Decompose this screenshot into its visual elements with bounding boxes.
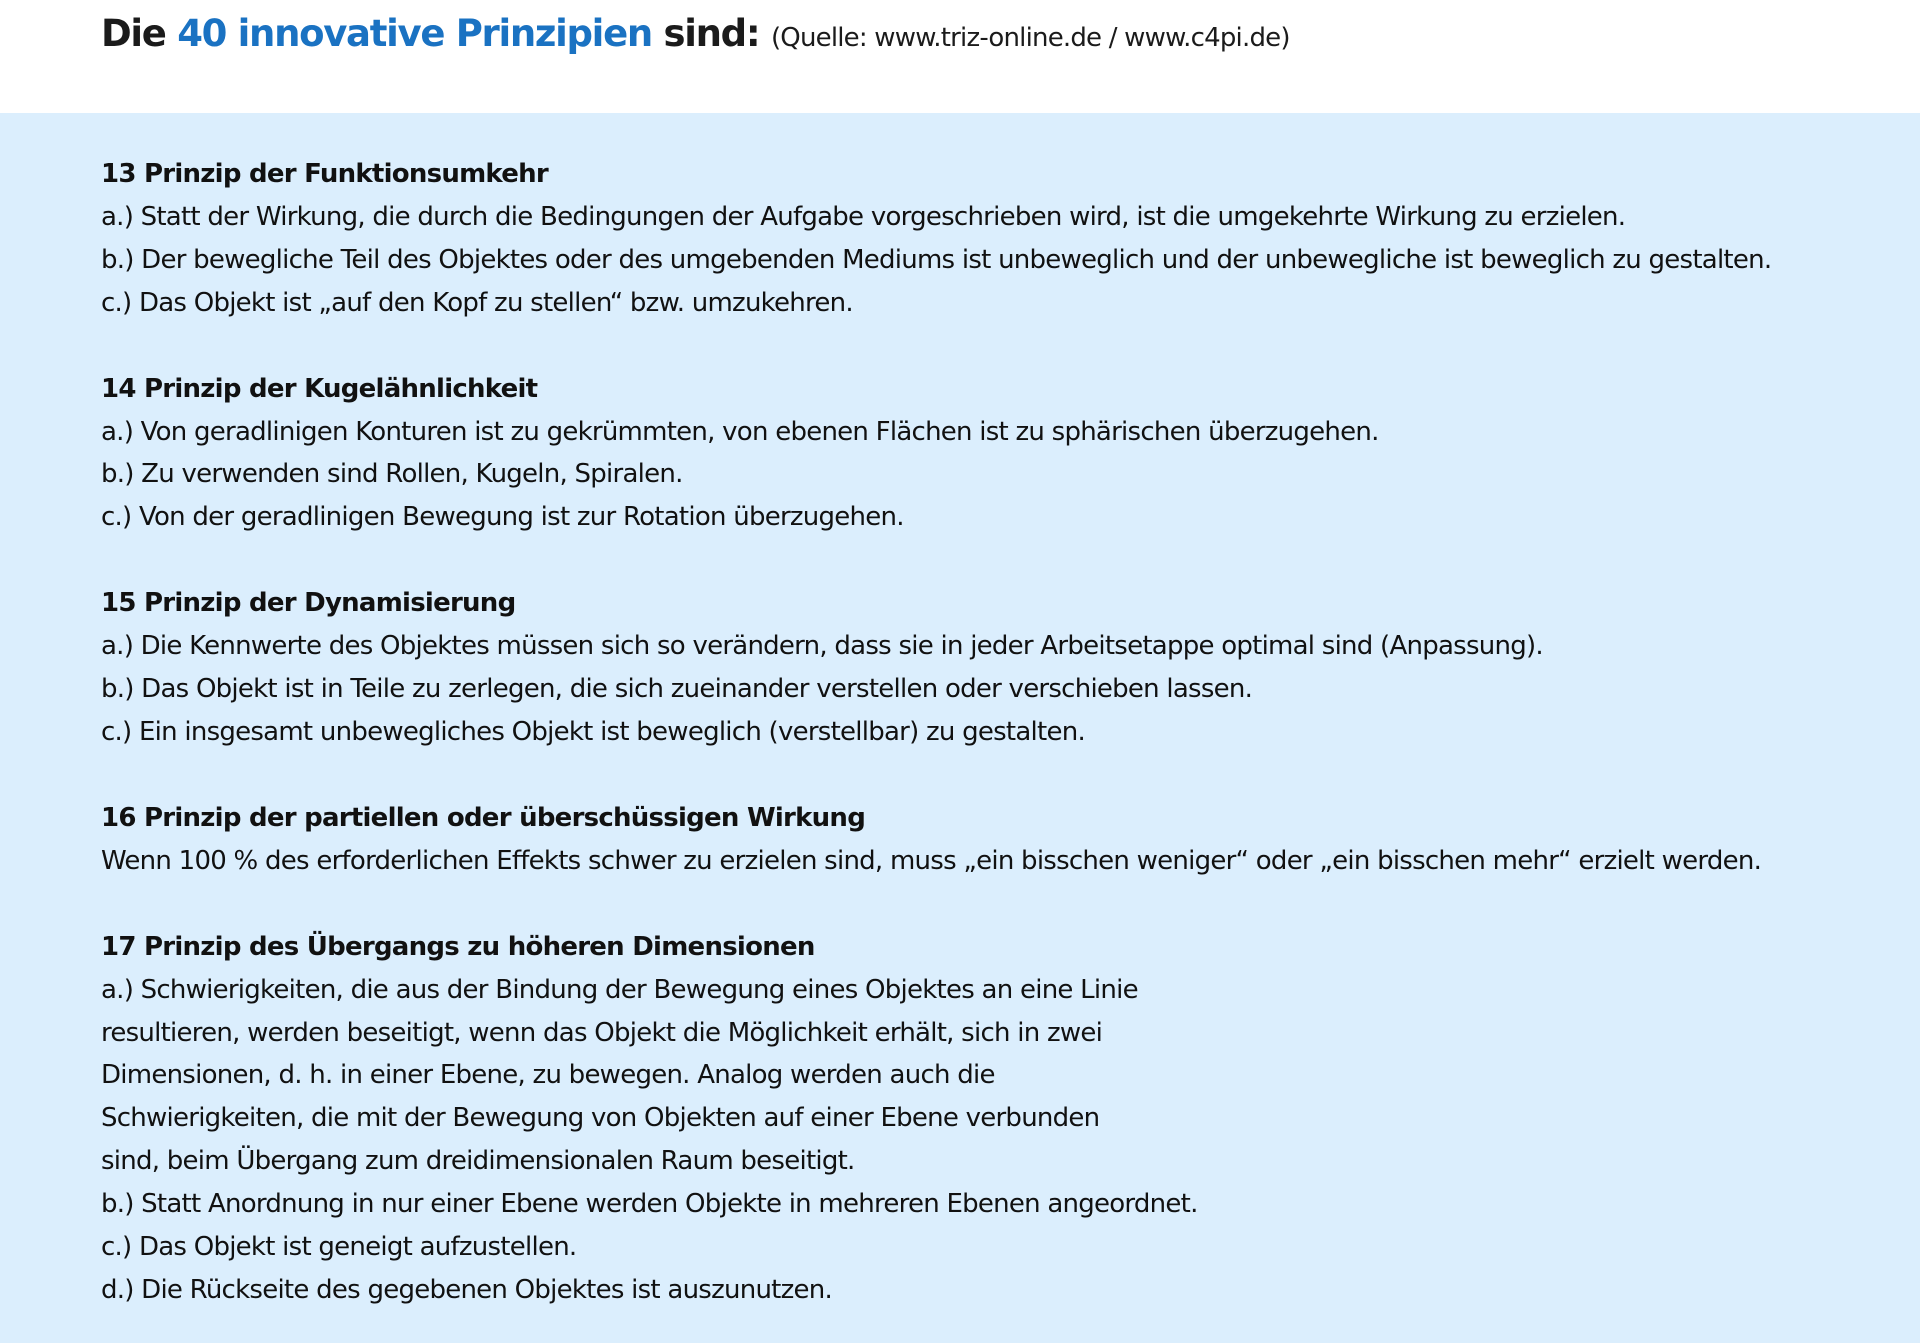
principle-line: b.) Das Objekt ist in Teile zu zerlegen, die sich zueinander verstellen oder verschieben lassen. (101, 674, 1253, 705)
principle-line: b.) Der bewegliche Teil des Objektes oder des umgebenden Mediums ist unbeweglich und der unbewegliche ist beweglich zu gestalten. (101, 244, 1772, 275)
page-header (0, 0, 1920, 113)
principles-list (101, 153, 1881, 1343)
principle-heading: 17 Prinzip des Übergangs zu höheren Dimensionen (101, 931, 815, 962)
principle-heading: 13 Prinzip der Funktionsumkehr (101, 159, 548, 189)
principle-line: Dimensionen, d. h. in einer Ebene, zu bewegen. Analog werden auch die (101, 1060, 995, 1091)
principle-heading: 16 Prinzip der partiellen oder überschüssigen Wirkung (101, 802, 866, 833)
principle-14 (101, 368, 1881, 540)
principle-line: Schwierigkeiten, die mit der Bewegung von Objekten auf einer Ebene verbunden (101, 1103, 1100, 1134)
principle-line: c.) Das Objekt ist „auf den Kopf zu stellen“ bzw. umzukehren. (101, 287, 853, 318)
title-accent: 40 innovative Prinzipien (177, 12, 652, 55)
principle-line: a.) Die Kennwerte des Objektes müssen sich so verändern, dass sie in jeder Arbeitsetappe optimal sind (Anpassung). (101, 631, 1543, 662)
principle-13 (101, 153, 1881, 325)
principle-heading: 15 Prinzip der Dynamisierung (101, 588, 516, 619)
principle-line: resultieren, werden beseitigt, wenn das Objekt die Möglichkeit erhält, sich in zwei (101, 1017, 1103, 1048)
principles-panel (0, 113, 1920, 1343)
principle-15 (101, 582, 1881, 754)
principle-16 (101, 797, 1881, 883)
principle-line: d.) Die Rückseite des gegebenen Objektes ist auszunutzen. (101, 1274, 833, 1305)
principle-heading: 14 Prinzip der Kugelähnlichkeit (101, 373, 538, 404)
principle-line: a.) Schwierigkeiten, die aus der Bindung der Bewegung eines Objektes an eine Linie (101, 974, 1138, 1005)
principle-line: a.) Statt der Wirkung, die durch die Bedingungen der Aufgabe vorgeschrieben wird, ist die umgekehrte Wirkung zu erzielen. (101, 201, 1626, 232)
principle-line: a.) Von geradlinigen Konturen ist zu gekrümmten, von ebenen Flächen ist zu sphärischen überzugehen. (101, 416, 1379, 447)
principle-line: Wenn 100 % des erforderlichen Effekts schwer zu erzielen sind, muss „ein bisschen weniger“ oder „ein bisschen mehr“ erzielt werden. (101, 845, 1762, 876)
title-prefix: Die (101, 12, 166, 55)
principle-line: b.) Zu verwenden sind Rollen, Kugeln, Spiralen. (101, 459, 683, 490)
principle-line: c.) Ein insgesamt unbewegliches Objekt ist beweglich (verstellbar) zu gestalten. (101, 716, 1085, 747)
principle-line: sind, beim Übergang zum dreidimensionalen Raum beseitigt. (101, 1146, 855, 1177)
source-note: (Quelle: www.triz-online.de / www.c4pi.de) (770, 23, 1290, 53)
page-title (101, 8, 1290, 64)
principle-line: c.) Von der geradlinigen Bewegung ist zur Rotation überzugehen. (101, 502, 904, 533)
principle-line: c.) Das Objekt ist geneigt aufzustellen. (101, 1232, 577, 1263)
principle-line: b.) Statt Anordnung in nur einer Ebene werden Objekte in mehreren Ebenen angeordnet. (101, 1189, 1198, 1220)
title-suffix: sind: (663, 12, 760, 55)
principle-17 (101, 926, 1881, 1312)
